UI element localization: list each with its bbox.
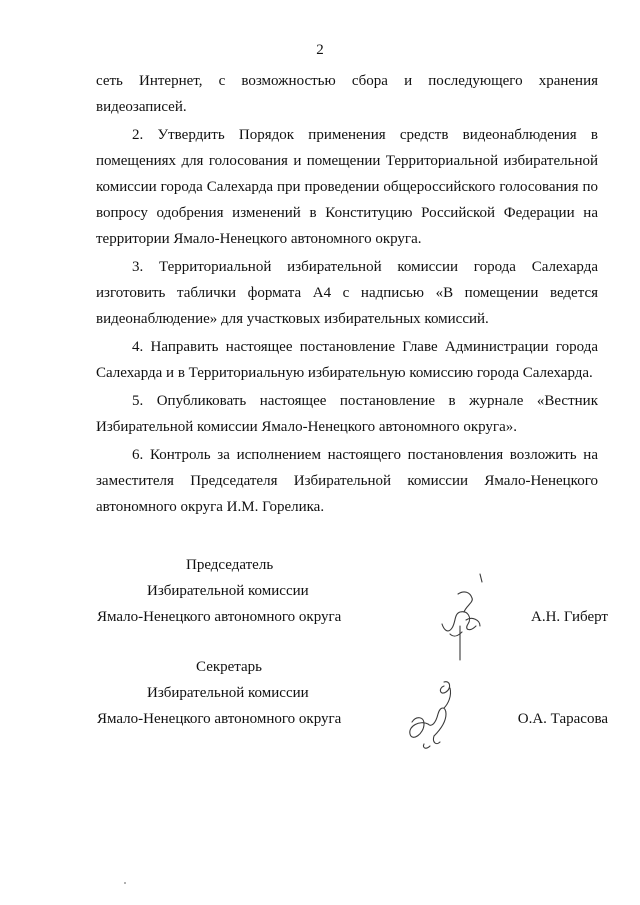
secretary-handwritten-signature xyxy=(404,676,476,752)
secretary-name: О.А. Тарасова xyxy=(517,711,608,727)
chairman-org-line-1: Избирательной комиссии xyxy=(147,583,309,599)
chairman-name: А.Н. Гиберт xyxy=(531,609,608,625)
paragraph-item-6: 6. Контроль за исполнением настоящего постановления возложить на заместителя Председателя Избирательной комиссии Ямало-Ненецкого автономного округа И.М. Горелика. xyxy=(96,447,598,515)
chairman-signature-block xyxy=(0,552,640,642)
paragraph-item-5: 5. Опубликовать настоящее постановление в журнале «Вестник Избирательной комиссии Ямало-Ненецкого автономного округа». xyxy=(96,393,598,435)
document-body xyxy=(96,68,598,522)
chairman-org-line-2: Ямало-Ненецкого автономного округа xyxy=(97,609,342,625)
paragraph-continuation: сеть Интернет, с возможностью сбора и последующего хранения видеозаписей. xyxy=(96,73,598,115)
chairman-handwritten-signature xyxy=(430,568,500,668)
secretary-title: Секретарь xyxy=(196,659,263,675)
paragraph-item-3: 3. Территориальной избирательной комиссии города Салехарда изготовить таблички формата А4 с надписью «В помещении ведется видеонаблюдение» для участковых избирательных комиссий. xyxy=(96,259,598,327)
paragraph-item-2: 2. Утвердить Порядок применения средств видеонаблюдения в помещениях для голосования и помещении Территориальной избирательной комиссии города Салехарда при проведении общероссийского голосования по вопросу одобрения изменений в Конституцию Российской Федерации на территории Ямало-Ненецкого автономного округа. xyxy=(96,127,598,247)
secretary-signature-block xyxy=(0,654,640,744)
page-number: 2 xyxy=(316,42,324,58)
secretary-org-line-1: Избирательной комиссии xyxy=(147,685,309,701)
paragraph-item-4: 4. Направить настоящее постановление Главе Администрации города Салехарда и в Территориальную избирательную комиссию города Салехарда. xyxy=(96,339,598,381)
chairman-title: Председатель xyxy=(186,557,274,573)
secretary-org-line-2: Ямало-Ненецкого автономного округа xyxy=(97,711,342,727)
scan-speck xyxy=(124,882,126,884)
